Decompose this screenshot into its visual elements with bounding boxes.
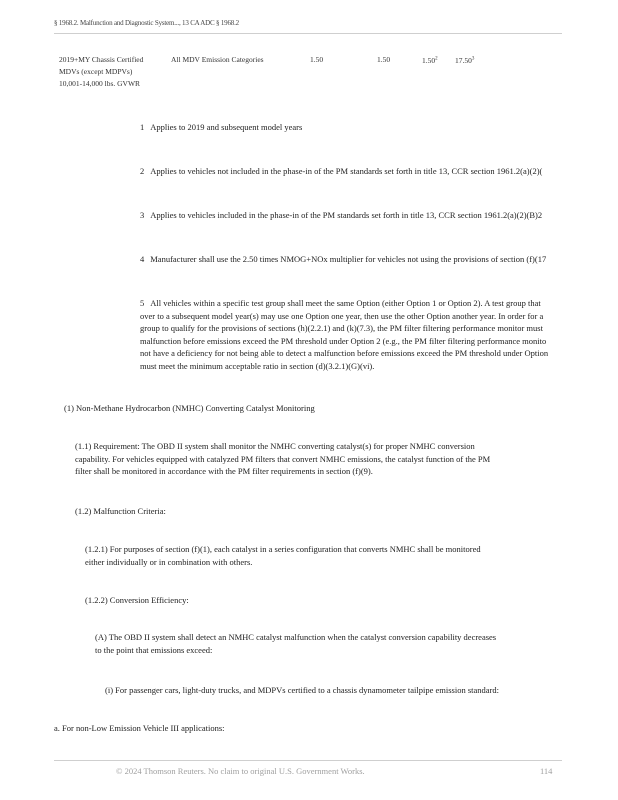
footnote-text: Applies to vehicles included in the phase-in of the PM standards set forth in title 13, CCR section 1961.2(a)(2)(B)2	[150, 210, 543, 220]
table-value-2: 1.50	[377, 55, 391, 64]
table-vehicle-line-3: 10,001-14,000 lbs. GVWR	[59, 79, 141, 88]
table-value-3	[422, 55, 438, 67]
footnote-2	[140, 165, 542, 178]
table-value-4-number: 17.50	[455, 56, 472, 65]
section-1-heading: (1) Non-Methane Hydrocarbon (NMHC) Converting Catalyst Monitoring	[64, 403, 315, 413]
footnote-5	[140, 297, 541, 310]
footnote-5-line-2: over to a subsequent model year(s) may use one Option one year, then use the other Option another year. In order for a	[140, 310, 544, 321]
table-value-3-number: 1.50	[422, 56, 436, 65]
table-value-3-footnote-ref: 2	[435, 56, 438, 62]
footnote-text: Applies to 2019 and subsequent model years	[150, 122, 303, 132]
section-1-1-line-3: filter shall be monitored in accordance with the PM filter requirements in section (f)(9).	[75, 466, 373, 476]
table-value-4	[455, 55, 474, 67]
table-value-4-footnote-ref: 3	[471, 56, 475, 62]
header-rule	[54, 33, 562, 34]
running-head: § 1968.2. Malfunction and Diagnostic System..., 13 CA ADC § 1968.2	[54, 19, 239, 27]
section-a-line-2: to the point that emissions exceed:	[95, 644, 213, 655]
table-value-1: 1.50	[310, 55, 324, 64]
footer-rule	[54, 760, 562, 761]
table-emission-category: All MDV Emission Categories	[171, 55, 264, 64]
section-a-line-1: (A) The OBD II system shall detect an NMHC catalyst malfunction when the catalyst conversion capability decreases	[95, 632, 497, 642]
footnote-5-line-6: must meet the minimum acceptable ratio in section (d)(3.2.1)(G)(vi).	[140, 360, 375, 371]
footnote-text: Applies to vehicles not included in the phase-in of the PM standards set forth in title 13, CCR section 1961.2(a)(2)(	[150, 166, 543, 176]
footnote-number: 5	[140, 298, 145, 308]
page-number: 114	[540, 766, 553, 776]
section-a-lower: a. For non-Low Emission Vehicle III applications:	[54, 723, 225, 733]
section-1-2-2-heading: (1.2.2) Conversion Efficiency:	[85, 595, 189, 605]
section-1-2-heading: (1.2) Malfunction Criteria:	[75, 506, 166, 516]
section-1-2-1-line-1: (1.2.1) For purposes of section (f)(1), each catalyst in a series configuration that converts NMHC shall be monitored	[85, 544, 481, 554]
section-1-1-line-1: (1.1) Requirement: The OBD II system shall monitor the NMHC converting catalyst(s) for proper NMHC conversion	[75, 441, 475, 451]
section-i: (i) For passenger cars, light-duty trucks, and MDPVs certified to a chassis dynamometer tailpipe emission standard:	[105, 685, 499, 695]
footnote-text: All vehicles within a specific test group shall meet the same Option (either Option 1 or Option 2). A test group that	[150, 298, 541, 308]
footnote-4	[140, 253, 546, 266]
footnote-5-line-5: not have a deficiency for not being able to detect a malfunction before emissions exceed the PM threshold under Option	[140, 348, 549, 358]
footnote-number: 2	[140, 166, 145, 176]
footnote-5-line-3: group to qualify for the provisions of sections (h)(2.2.1) and (k)(7.3), the PM filter filtering performance monitor must	[140, 323, 543, 333]
footnote-1	[140, 121, 302, 134]
section-1-2-1-line-2: either individually or in combination with others.	[85, 556, 253, 567]
footnote-number: 3	[140, 210, 145, 220]
table-vehicle-line-1: 2019+MY Chassis Certified	[59, 55, 144, 64]
section-1-1-line-2: capability. For vehicles equipped with catalyzed PM filters that convert NMHC emissions, the catalyst function of the PM	[75, 453, 491, 464]
footnote-3	[140, 209, 542, 222]
footnote-5-line-4: malfunction before emissions exceed the PM threshold under Option 2 (e.g., the PM filter filtering performance monito	[140, 335, 547, 346]
footnote-text: Manufacturer shall use the 2.50 times NMOG+NOx multiplier for vehicles not using the provisions of section (f)(17	[150, 254, 547, 264]
footnote-number: 1	[140, 122, 145, 132]
table-vehicle-line-2: MDVs (except MDPVs)	[59, 67, 133, 76]
footer-copyright: © 2024 Thomson Reuters. No claim to original U.S. Government Works.	[116, 766, 365, 776]
footnote-number: 4	[140, 254, 145, 264]
